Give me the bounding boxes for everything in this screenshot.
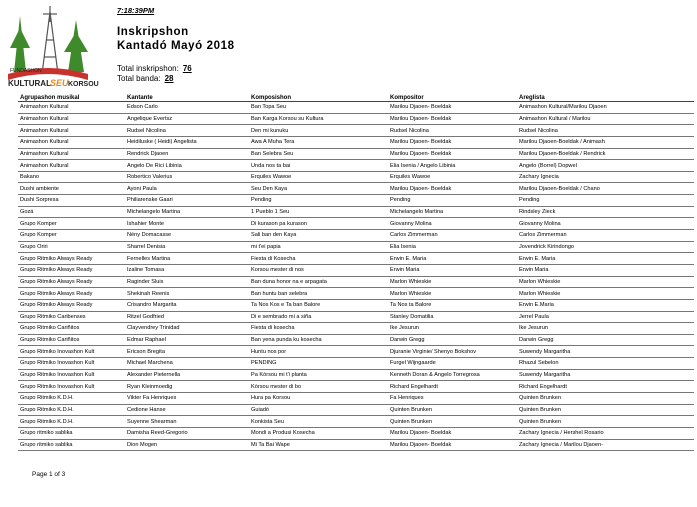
cell-komposishon: Den mi kunuku xyxy=(249,125,388,137)
column-header-areglista: Areglista xyxy=(517,91,694,102)
cell-komposishon: Mondi a Produsi Kosecha xyxy=(249,427,388,439)
cell-kompositor: Quinten Brunken xyxy=(388,404,517,416)
cell-agrupashon: Grupo Ritmiko Always Ready xyxy=(18,299,125,311)
cell-areglista: Marlon Whieskie xyxy=(517,288,694,300)
cell-komposishon: Ban Topa Seu xyxy=(249,102,388,114)
cell-kantante: Suyenne Shearman xyxy=(125,416,249,428)
cell-areglista: Marilou Djaoen-Boeldak / Chano xyxy=(517,183,694,195)
cell-areglista: Ike Jesurun xyxy=(517,323,694,335)
cell-agrupashon: Grupo Ritmiko Cariñitos xyxy=(18,334,125,346)
table-row xyxy=(18,439,694,451)
cell-kompositor: Marilou Djaoen- Boeldak xyxy=(388,148,517,160)
cell-kompositor: Marilou Djaoen- Boeldak xyxy=(388,136,517,148)
cell-agrupashon: Grupo Ritmiko Always Ready xyxy=(18,264,125,276)
cell-kompositor: Erwin E. Maria xyxy=(388,253,517,265)
table-row xyxy=(18,183,694,195)
cell-kantante: Heidiluske ( Heidi) Angelista xyxy=(125,136,249,148)
table-row xyxy=(18,253,694,265)
cell-kompositor: Marilou Djaoen- Boeldak xyxy=(388,113,517,125)
cell-kompositor: Marilou Djaoen- Boeldak xyxy=(388,183,517,195)
cell-komposishon: Huntu nos por xyxy=(249,346,388,358)
cell-kantante: Raginder Sluis xyxy=(125,276,249,288)
cell-agrupashon: Animashon Kultural xyxy=(18,113,125,125)
cell-kompositor: Erquiles Wawoe xyxy=(388,171,517,183)
fundashon-kultural-seu-korsou-logo xyxy=(6,2,99,88)
cell-komposishon: Hura pa Korsou xyxy=(249,393,388,405)
column-header-agrupashon: Agrupashon musikal xyxy=(18,91,125,102)
table-row xyxy=(18,195,694,207)
cell-kompositor: Djuranie Virginie/ Shenyo Bokshov xyxy=(388,346,517,358)
report-title: Inskripshon xyxy=(117,26,189,38)
cell-kompositor: Marlon Whieskie xyxy=(388,288,517,300)
table-row xyxy=(18,218,694,230)
cell-areglista: Zachary Ignecia / Marilou Djaoen- xyxy=(517,439,694,451)
cell-areglista: Darwin Gregg xyxy=(517,334,694,346)
cell-areglista: Jovendrick Kirindongo xyxy=(517,241,694,253)
table-row xyxy=(18,136,694,148)
table-body xyxy=(18,102,694,451)
report-subtitle: Kantadó Mayó 2018 xyxy=(117,40,235,52)
cell-areglista: Carlos Zimmerman xyxy=(517,230,694,242)
cell-kantante: Rudsel Nicolina xyxy=(125,125,249,137)
cell-agrupashon: Grupo Komper xyxy=(18,218,125,230)
cell-kompositor: Michelangelo Martina xyxy=(388,206,517,218)
table-row xyxy=(18,381,694,393)
cell-komposishon: Ban Karga Korsou su Kultura xyxy=(249,113,388,125)
table-row xyxy=(18,276,694,288)
cell-agrupashon: Grupo Ritmiko Inovashon Kult xyxy=(18,346,125,358)
cell-kantante: Edmar Raphael xyxy=(125,334,249,346)
cell-agrupashon: Grupo Komper xyxy=(18,230,125,242)
cell-kompositor: Fa Henriques xyxy=(388,393,517,405)
cell-kompositor: Rudsel Nicolina xyxy=(388,125,517,137)
table-row xyxy=(18,404,694,416)
cell-kantante: Ishahier Monte xyxy=(125,218,249,230)
cell-agrupashon: Grupo Ritmiko Always Ready xyxy=(18,276,125,288)
cell-komposishon: Unda nos ta bai xyxy=(249,160,388,172)
cell-kompositor: Furgel Wijngaarde xyxy=(388,358,517,370)
cell-kompositor: Carlos Zimmerman xyxy=(388,230,517,242)
table-row xyxy=(18,416,694,428)
cell-agrupashon: Animashon Kultural xyxy=(18,125,125,137)
cell-komposishon: Kòrsou mester di bo xyxy=(249,381,388,393)
cell-kompositor: Pending xyxy=(388,195,517,207)
cell-agrupashon: Grupo Ritmiko Caribenses xyxy=(18,311,125,323)
cell-areglista: Zachary Ignecia xyxy=(517,171,694,183)
table-row xyxy=(18,393,694,405)
cell-agrupashon: Grupo ritmiko sablika xyxy=(18,427,125,439)
cell-kompositor: Stanley Domatilia xyxy=(388,311,517,323)
cell-areglista: Rindsley Zieck xyxy=(517,206,694,218)
total-banda-label: Total banda: xyxy=(117,74,161,83)
cell-komposishon: Fiesta di Kosecha xyxy=(249,253,388,265)
cell-areglista: Pending xyxy=(517,195,694,207)
table-row xyxy=(18,288,694,300)
cell-agrupashon: Grupo Oriri xyxy=(18,241,125,253)
column-header-kantante: Kantante xyxy=(125,91,249,102)
cell-komposishon: Pending xyxy=(249,195,388,207)
cell-areglista: Quinten Brunken xyxy=(517,416,694,428)
cell-agrupashon: Bakano xyxy=(18,171,125,183)
cell-kantante: Angelique Evertsz xyxy=(125,113,249,125)
cell-kompositor: Marilou Djaoen- Boeldak xyxy=(388,427,517,439)
cell-kompositor: Giovanny Molina xyxy=(388,218,517,230)
cell-kompositor: Erwin Maria xyxy=(388,264,517,276)
cell-kompositor: Richard Engelhardt xyxy=(388,381,517,393)
cell-kantante: Edson Carlo xyxy=(125,102,249,114)
cell-kantante: Ryan Kleinmoedig xyxy=(125,381,249,393)
cell-komposishon: Awa A Muha Tera xyxy=(249,136,388,148)
cell-areglista: Rhazul Sebelon xyxy=(517,358,694,370)
cell-areglista: Rudsel Nicolina xyxy=(517,125,694,137)
cell-kompositor: Darwin Gregg xyxy=(388,334,517,346)
cell-areglista: Angelo (Borrel) Dopwel xyxy=(517,160,694,172)
table-row xyxy=(18,323,694,335)
cell-komposishon: mi t'ei papia xyxy=(249,241,388,253)
cell-komposishon: PENDING xyxy=(249,358,388,370)
table-row xyxy=(18,160,694,172)
cell-agrupashon: Grupo Ritmiko Always Ready xyxy=(18,253,125,265)
cell-agrupashon: Grupo ritmiko sablika xyxy=(18,439,125,451)
cell-komposishon: Seu Den Kaya xyxy=(249,183,388,195)
cell-areglista: Animashon Kultural/Marilou Djaoen xyxy=(517,102,694,114)
windmill-icon xyxy=(42,6,58,74)
cell-komposishon: Korsou mester di nos xyxy=(249,264,388,276)
cell-agrupashon: Grupo Ritmiko Always Ready xyxy=(18,288,125,300)
cell-kantante: Michelangelo Martina xyxy=(125,206,249,218)
cell-areglista: Jerrel Paula xyxy=(517,311,694,323)
cell-kantante: Crisandro Margarita xyxy=(125,299,249,311)
cell-komposishon: 1 Pueblo 1 Seu xyxy=(249,206,388,218)
cell-areglista: Richard Engelhardt xyxy=(517,381,694,393)
table-row xyxy=(18,241,694,253)
cell-komposishon: Ban duna honor na e arpagata xyxy=(249,276,388,288)
total-banda-value: 28 xyxy=(164,74,174,83)
cell-kantante: Alexander Pieternella xyxy=(125,369,249,381)
table-row xyxy=(18,264,694,276)
cell-kompositor: Marilou Djaoen- Boeldak xyxy=(388,102,517,114)
column-header-kompositor: Kompositor xyxy=(388,91,517,102)
cell-kantante: Michael Marchena xyxy=(125,358,249,370)
cell-komposishon: Ban yena punda ku kosecha xyxy=(249,334,388,346)
table-row xyxy=(18,369,694,381)
cell-komposishon: Konkista Seu xyxy=(249,416,388,428)
cell-kantante: Vikter Fa Henriques xyxy=(125,393,249,405)
total-inskripshon-value: 76 xyxy=(182,64,192,73)
cell-agrupashon: Grupo Ritmiko Cariñitos xyxy=(18,323,125,335)
total-inskripshon xyxy=(117,64,192,73)
table-row xyxy=(18,346,694,358)
table-row xyxy=(18,299,694,311)
cell-kantante: Ayoni Paula xyxy=(125,183,249,195)
cell-agrupashon: Animashon Kultural xyxy=(18,136,125,148)
cell-komposishon: Erquiles Wawoe xyxy=(249,171,388,183)
table-row xyxy=(18,230,694,242)
logo-text-fundashon: FUNDASHON xyxy=(10,68,42,74)
page-number: Page 1 of 3 xyxy=(32,471,66,478)
cell-kantante: Izaline Tomasa xyxy=(125,264,249,276)
cell-komposishon: Guiadó xyxy=(249,404,388,416)
total-inskripshon-label: Total inskripshon: xyxy=(117,64,179,73)
logo-text-kultural: KULTURAL xyxy=(8,79,51,88)
cell-areglista: Giovanny Molina xyxy=(517,218,694,230)
table-row xyxy=(18,148,694,160)
cell-areglista: Suwendy Margaritha xyxy=(517,346,694,358)
cell-agrupashon: Grupo Ritmiko K.D.H. xyxy=(18,393,125,405)
cell-kantante: Philiarenske Gaari xyxy=(125,195,249,207)
cell-areglista: Quinten Brunken xyxy=(517,404,694,416)
cell-kantante: Robertico Valerius xyxy=(125,171,249,183)
cell-kompositor: Ta Nos ta Balore xyxy=(388,299,517,311)
cell-kompositor: Quinten Brunken xyxy=(388,416,517,428)
cell-kompositor: Ike Jesurun xyxy=(388,323,517,335)
cell-kompositor: Elia Isenia / Angelo Libinia xyxy=(388,160,517,172)
cell-areglista: Erwin E. Maria xyxy=(517,253,694,265)
cell-areglista: Quinten Brunken xyxy=(517,393,694,405)
cell-kantante: Shekinah Reenis xyxy=(125,288,249,300)
cell-kantante: Clayvendrey Trinidad xyxy=(125,323,249,335)
cell-agrupashon: Dushi ambiente xyxy=(18,183,125,195)
cell-agrupashon: Grupo Ritmiko Inovashon Kult xyxy=(18,358,125,370)
cell-areglista: Zachary Ignecia / Hershel Rosario xyxy=(517,427,694,439)
table-row xyxy=(18,311,694,323)
cell-kantante: Damisha Reed-Gregorio xyxy=(125,427,249,439)
cell-agrupashon: Grupo Ritmiko K.D.H. xyxy=(18,404,125,416)
cell-kantante: Nény Domacasse xyxy=(125,230,249,242)
table-row xyxy=(18,358,694,370)
cell-kompositor: Marilou Djaoen- Boeldak xyxy=(388,439,517,451)
cell-agrupashon: Animashon Kultural xyxy=(18,102,125,114)
cell-kompositor: Elia Isenia xyxy=(388,241,517,253)
cell-kantante: Ritzel Godfried xyxy=(125,311,249,323)
cell-komposishon: Di e sembrado mi a siña xyxy=(249,311,388,323)
table-row xyxy=(18,102,694,114)
cell-agrupashon: Gozá xyxy=(18,206,125,218)
table-row xyxy=(18,206,694,218)
table-row xyxy=(18,334,694,346)
cell-komposishon: Ban huntu ban selebra xyxy=(249,288,388,300)
cell-areglista: Marilou Djaoen-Boeldak / Animash xyxy=(517,136,694,148)
cell-agrupashon: Dushi Sorpresa xyxy=(18,195,125,207)
logo-text-korsou: KORSOU xyxy=(68,81,99,88)
cell-areglista: Erwin E.Maria xyxy=(517,299,694,311)
cell-komposishon: Di kurason pa kurason xyxy=(249,218,388,230)
cell-komposishon: Sali ban den Kaya xyxy=(249,230,388,242)
cell-kantante: Angelo De Rici Libinia xyxy=(125,160,249,172)
cell-kantante: Ericson Bregita xyxy=(125,346,249,358)
logo-text-seu: SEU xyxy=(50,78,69,88)
cell-komposishon: Ta Nos Kos e Ta ban Balore xyxy=(249,299,388,311)
cell-areglista: Suwendy Margaritha xyxy=(517,369,694,381)
column-header-komposishon: Komposishon xyxy=(249,91,388,102)
cell-komposishon: Fiesta di kosecha xyxy=(249,323,388,335)
cell-areglista: Erwin Maria xyxy=(517,264,694,276)
cell-kantante: Rendrick Djaoen xyxy=(125,148,249,160)
table-row xyxy=(18,171,694,183)
cell-kompositor: Marlon Whieskie xyxy=(388,276,517,288)
table-row xyxy=(18,427,694,439)
cell-komposishon: Ban Selebra Seu xyxy=(249,148,388,160)
cell-kantante: Cedione Hanse xyxy=(125,404,249,416)
cell-agrupashon: Animashon Kultural xyxy=(18,148,125,160)
cell-areglista: Marilou Djaoen-Boeldak / Rendrick xyxy=(517,148,694,160)
cell-agrupashon: Animashon Kultural xyxy=(18,160,125,172)
cell-agrupashon: Grupo Ritmiko Inovashon Kult xyxy=(18,369,125,381)
table-row xyxy=(18,113,694,125)
total-banda xyxy=(117,74,174,83)
cell-areglista: Marlon Whieskie xyxy=(517,276,694,288)
cell-komposishon: Pa Kòrsou mi t'i planta xyxy=(249,369,388,381)
cell-kompositor: Kenneth Doran & Angelo Torregrosa xyxy=(388,369,517,381)
cell-kantante: Dion Mogen xyxy=(125,439,249,451)
table-header-row xyxy=(18,91,694,102)
cell-komposishon: Mi Ta Bai Wape xyxy=(249,439,388,451)
cell-agrupashon: Grupo Ritmiko Inovashon Kult xyxy=(18,381,125,393)
registration-table xyxy=(18,91,694,451)
cell-kantante: Sharrel Denisia xyxy=(125,241,249,253)
print-time: 7:18:39PM xyxy=(117,6,155,15)
cell-agrupashon: Grupo Ritmiko K.D.H. xyxy=(18,416,125,428)
cell-areglista: Animashon Kultural / Marilou xyxy=(517,113,694,125)
cell-kantante: Fernelles Martina xyxy=(125,253,249,265)
table-row xyxy=(18,125,694,137)
